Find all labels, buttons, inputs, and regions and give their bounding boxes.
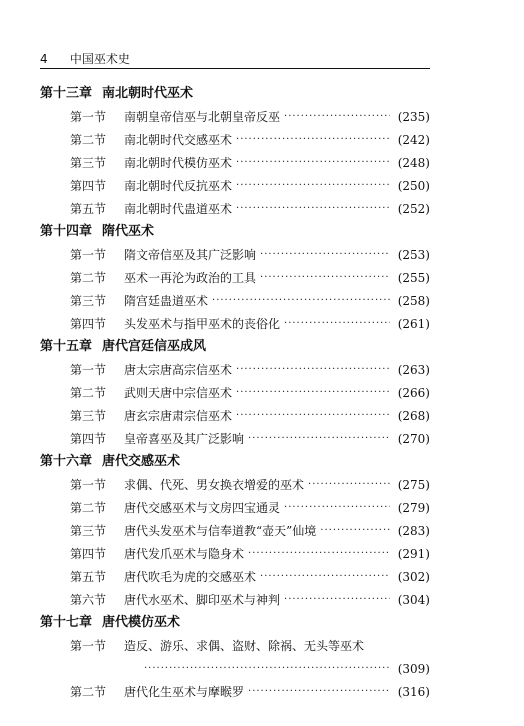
leader-dots <box>248 548 390 559</box>
toc-entry[interactable] <box>40 565 430 588</box>
chapter-heading <box>40 450 430 473</box>
toc-entry[interactable] <box>40 243 430 266</box>
page-number: 4 <box>40 52 48 66</box>
toc-entry[interactable] <box>40 680 430 703</box>
section-title: 巫术一再沦为政治的工具 <box>124 271 257 285</box>
leader-dots <box>284 111 390 122</box>
toc-entry[interactable] <box>40 289 430 312</box>
leader-dots <box>284 502 390 513</box>
leader-dots <box>236 203 390 214</box>
section-number: 第一节 <box>70 363 107 377</box>
leader-dots <box>236 364 390 375</box>
chapter-title: 唐代宫廷信巫成风 <box>102 339 207 354</box>
section-title: 唐代发爪巫术与隐身术 <box>124 547 245 561</box>
section-title: 武则天唐中宗信巫术 <box>124 386 233 400</box>
chapter-number: 第十四章 <box>40 224 93 239</box>
page-ref: (248) <box>397 155 430 170</box>
toc-entry[interactable] <box>40 381 430 404</box>
section-number: 第四节 <box>70 432 107 446</box>
chapter-heading <box>40 335 430 358</box>
section-number: 第一节 <box>70 248 107 262</box>
page-ref: (266) <box>397 385 430 400</box>
section-title: 隋文帝信巫及其广泛影响 <box>124 248 257 262</box>
section-number: 第五节 <box>70 202 107 216</box>
toc-entry[interactable] <box>40 105 430 128</box>
toc-entry[interactable] <box>40 519 430 542</box>
section-title: 唐玄宗唐肃宗信巫术 <box>124 409 233 423</box>
section-number: 第二节 <box>70 501 107 515</box>
section-title: 求偶、代死、男女换衣增爱的巫术 <box>124 478 305 492</box>
toc-entry-continuation <box>40 657 430 680</box>
page-ref: (316) <box>397 684 430 699</box>
section-title: 皇帝喜巫及其广泛影响 <box>124 432 245 446</box>
leader-dots <box>236 410 390 421</box>
leader-dots <box>236 157 390 168</box>
section-title: 南朝皇帝信巫与北朝皇帝反巫 <box>124 110 281 124</box>
section-number: 第一节 <box>70 639 107 653</box>
section-number: 第三节 <box>70 156 107 170</box>
page-ref: (275) <box>397 477 430 492</box>
section-title: 南北朝时代模仿巫术 <box>124 156 233 170</box>
leader-dots <box>236 387 390 398</box>
page-ref: (258) <box>397 293 430 308</box>
table-of-contents <box>40 82 430 703</box>
page-ref: (268) <box>397 408 430 423</box>
toc-entry[interactable] <box>40 427 430 450</box>
section-number: 第二节 <box>70 271 107 285</box>
section-title: 南北朝时代交感巫术 <box>124 133 233 147</box>
section-title: 隋宫廷蛊道巫术 <box>124 294 209 308</box>
leader-dots <box>260 272 390 283</box>
chapter-heading <box>40 611 430 634</box>
page-ref: (302) <box>397 569 430 584</box>
leader-dots <box>320 525 390 536</box>
chapter-title: 唐代模仿巫术 <box>102 615 181 630</box>
leader-dots <box>212 295 390 306</box>
toc-entry[interactable] <box>40 151 430 174</box>
toc-entry[interactable] <box>40 312 430 335</box>
page-ref: (242) <box>397 132 430 147</box>
section-number: 第三节 <box>70 294 107 308</box>
page-ref: (235) <box>397 109 430 124</box>
page-ref: (252) <box>397 201 430 216</box>
leader-dots <box>308 479 390 490</box>
toc-entry[interactable] <box>40 404 430 427</box>
section-title: 南北朝时代蛊道巫术 <box>124 202 233 216</box>
leader-dots <box>260 249 390 260</box>
leader-dots <box>236 134 390 145</box>
toc-entry[interactable] <box>40 496 430 519</box>
section-number: 第五节 <box>70 570 107 584</box>
section-title: 唐代交感巫术与文房四宝通灵 <box>124 501 281 515</box>
header-rule <box>40 68 430 69</box>
toc-entry[interactable] <box>40 128 430 151</box>
leader-dots <box>248 433 390 444</box>
chapter-title: 隋代巫术 <box>102 224 155 239</box>
toc-entry[interactable] <box>40 588 430 611</box>
chapter-number: 第十五章 <box>40 339 93 354</box>
section-title: 唐代头发巫术与信奉道教“壶天”仙境 <box>124 524 317 538</box>
page-ref: (261) <box>397 316 430 331</box>
page-ref: (309) <box>397 661 430 676</box>
section-title: 南北朝时代反抗巫术 <box>124 179 233 193</box>
leader-dots <box>284 318 390 329</box>
chapter-title: 唐代交感巫术 <box>102 454 181 469</box>
page-ref: (255) <box>397 270 430 285</box>
page-ref: (279) <box>397 500 430 515</box>
leader-dots <box>248 686 390 697</box>
page-ref: (283) <box>397 523 430 538</box>
section-number: 第四节 <box>70 547 107 561</box>
section-number: 第三节 <box>70 409 107 423</box>
section-number: 第六节 <box>70 593 107 607</box>
page-ref: (263) <box>397 362 430 377</box>
section-number: 第二节 <box>70 685 107 699</box>
section-title: 唐太宗唐高宗信巫术 <box>124 363 233 377</box>
page-ref: (250) <box>397 178 430 193</box>
chapter-number: 第十三章 <box>40 86 93 101</box>
page-ref: (304) <box>397 592 430 607</box>
running-header <box>40 50 130 67</box>
section-number: 第三节 <box>70 524 107 538</box>
leader-dots <box>260 571 390 582</box>
section-number: 第一节 <box>70 110 107 124</box>
chapter-title: 南北朝时代巫术 <box>102 86 194 101</box>
chapter-number: 第十六章 <box>40 454 93 469</box>
section-number: 第一节 <box>70 478 107 492</box>
section-title: 头发巫术与指甲巫术的丧俗化 <box>124 317 281 331</box>
section-title: 唐代水巫术、脚印巫术与神判 <box>124 593 281 607</box>
toc-entry[interactable] <box>40 197 430 220</box>
page-ref: (253) <box>397 247 430 262</box>
section-number: 第四节 <box>70 317 107 331</box>
leader-dots <box>144 663 390 674</box>
chapter-heading <box>40 82 430 105</box>
section-number: 第四节 <box>70 179 107 193</box>
section-title: 唐代吹毛为虎的交感巫术 <box>124 570 257 584</box>
toc-entry[interactable] <box>40 266 430 289</box>
toc-entry[interactable] <box>40 174 430 197</box>
section-number: 第二节 <box>70 133 107 147</box>
page-ref: (270) <box>397 431 430 446</box>
leader-dots <box>236 180 390 191</box>
toc-entry[interactable] <box>40 473 430 496</box>
toc-entry[interactable] <box>40 634 430 657</box>
page-ref: (291) <box>397 546 430 561</box>
book-title: 中国巫术史 <box>69 52 130 66</box>
leader-dots <box>284 594 390 605</box>
section-title: 唐代化生巫术与摩睺罗 <box>124 685 245 699</box>
toc-entry[interactable] <box>40 358 430 381</box>
toc-entry[interactable] <box>40 542 430 565</box>
chapter-number: 第十七章 <box>40 615 93 630</box>
section-title: 造反、游乐、求偶、盗财、除祸、无头等巫术 <box>124 639 365 653</box>
section-number: 第二节 <box>70 386 107 400</box>
chapter-heading <box>40 220 430 243</box>
